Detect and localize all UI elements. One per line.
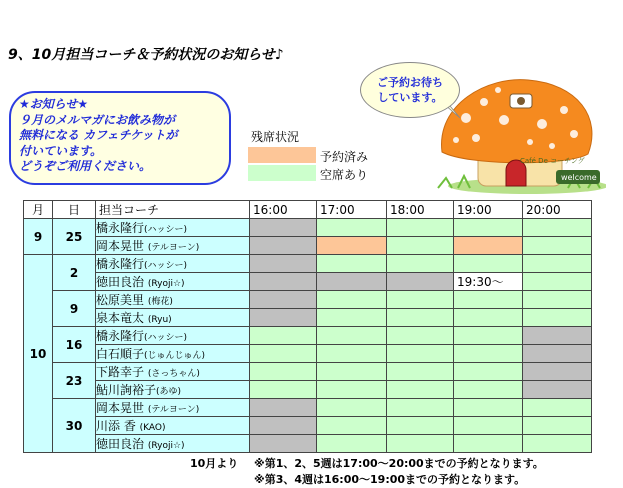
speech-bubble bbox=[360, 62, 460, 118]
day-cell: 9 bbox=[53, 291, 96, 327]
legend-booked-label: 予約済み bbox=[320, 150, 369, 164]
coach-name: 泉本竜太 bbox=[96, 311, 145, 325]
coach-cell bbox=[96, 345, 250, 363]
coach-cell bbox=[96, 273, 250, 291]
notice-box bbox=[9, 91, 231, 185]
header-time-1900: 19:00 bbox=[454, 201, 523, 219]
month-cell: 9 bbox=[24, 219, 53, 255]
coach-nickname: (ハッシー) bbox=[144, 225, 188, 235]
coach-nickname: (テルヨーン) bbox=[147, 243, 200, 253]
slot-free[interactable] bbox=[387, 291, 454, 309]
header-coach: 担当コーチ bbox=[96, 201, 250, 219]
coach-nickname: (あゆ) bbox=[156, 387, 182, 397]
table-row bbox=[24, 273, 592, 291]
slot-free[interactable] bbox=[454, 435, 523, 453]
notice-heading: ★お知らせ★ bbox=[19, 97, 89, 111]
coach-name: 岡本晃世 bbox=[96, 239, 145, 253]
slot-unavailable bbox=[250, 399, 317, 417]
table-row bbox=[24, 345, 592, 363]
coach-name: 橋永隆行 bbox=[96, 329, 145, 343]
legend-free-swatch bbox=[248, 165, 316, 181]
schedule-table bbox=[23, 200, 592, 453]
slot-unavailable bbox=[523, 345, 592, 363]
slot-free[interactable] bbox=[317, 345, 387, 363]
table-row bbox=[24, 255, 592, 273]
table-row bbox=[24, 435, 592, 453]
slot-free[interactable] bbox=[523, 399, 592, 417]
slot-free[interactable] bbox=[523, 309, 592, 327]
slot-free[interactable] bbox=[317, 255, 387, 273]
slot-free[interactable] bbox=[454, 219, 523, 237]
table-row bbox=[24, 219, 592, 237]
coach-nickname: (KAO) bbox=[139, 423, 166, 433]
shop-name-text: Café De コーチング bbox=[520, 157, 585, 165]
window-ornament bbox=[517, 97, 525, 105]
slot-unavailable bbox=[250, 309, 317, 327]
slot-free[interactable] bbox=[387, 399, 454, 417]
slot-free[interactable] bbox=[317, 309, 387, 327]
coach-cell bbox=[96, 309, 250, 327]
coach-nickname: (さっちゃん) bbox=[147, 369, 200, 379]
coach-cell bbox=[96, 237, 250, 255]
coach-cell bbox=[96, 417, 250, 435]
slot-unavailable bbox=[523, 381, 592, 399]
slot-unavailable bbox=[387, 273, 454, 291]
coach-cell bbox=[96, 255, 250, 273]
slot-free[interactable] bbox=[317, 399, 387, 417]
coach-nickname: (ハッシー) bbox=[144, 333, 188, 343]
slot-free[interactable] bbox=[387, 327, 454, 345]
header-day: 日 bbox=[53, 201, 96, 219]
coach-cell bbox=[96, 291, 250, 309]
notice-line: 付いています。 bbox=[19, 143, 103, 158]
slot-free[interactable] bbox=[387, 255, 454, 273]
coach-name: 徳田良治 bbox=[96, 275, 145, 289]
table-row bbox=[24, 363, 592, 381]
footer-line-2: ※第3、4週は16:00～19:00までの予約となります。 bbox=[254, 473, 526, 486]
legend-title: 残席状況 bbox=[251, 130, 300, 144]
slot-booked bbox=[317, 237, 387, 255]
slot-unavailable bbox=[250, 273, 317, 291]
coach-cell bbox=[96, 219, 250, 237]
slot-free[interactable] bbox=[250, 345, 317, 363]
day-cell: 16 bbox=[53, 327, 96, 363]
slot-unavailable bbox=[250, 219, 317, 237]
slot-free[interactable] bbox=[454, 417, 523, 435]
slot-free[interactable] bbox=[454, 345, 523, 363]
slot-free[interactable] bbox=[523, 219, 592, 237]
slot-free[interactable] bbox=[454, 309, 523, 327]
slot-free[interactable] bbox=[387, 345, 454, 363]
slot-free[interactable] bbox=[523, 237, 592, 255]
legend-free-label: 空席あり bbox=[320, 168, 369, 182]
header-time-2000: 20:00 bbox=[523, 201, 592, 219]
slot-free[interactable] bbox=[317, 219, 387, 237]
slot-free[interactable] bbox=[387, 363, 454, 381]
coach-cell bbox=[96, 435, 250, 453]
coach-name: 岡本晃世 bbox=[96, 401, 145, 415]
slot-free[interactable] bbox=[317, 417, 387, 435]
table-row bbox=[24, 417, 592, 435]
legend-booked-swatch bbox=[248, 147, 316, 163]
page-title: 9、10月担当コーチ＆予約状況のお知らせ♪ bbox=[8, 47, 284, 63]
table-row bbox=[24, 381, 592, 399]
slot-unavailable bbox=[250, 255, 317, 273]
month-cell: 10 bbox=[24, 255, 53, 453]
slot-free[interactable] bbox=[317, 327, 387, 345]
coach-name: 橋永隆行 bbox=[96, 221, 145, 235]
header-time-1700: 17:00 bbox=[317, 201, 387, 219]
table-row bbox=[24, 237, 592, 255]
table-row bbox=[24, 309, 592, 327]
coach-name: 松原美里 bbox=[96, 293, 145, 307]
slot-free[interactable] bbox=[523, 273, 592, 291]
slot-unavailable bbox=[523, 327, 592, 345]
notice-line: 無料になる カフェチケットが bbox=[19, 128, 178, 142]
slot-unavailable bbox=[250, 237, 317, 255]
slot-free[interactable] bbox=[317, 381, 387, 399]
coach-cell bbox=[96, 399, 250, 417]
slot-free[interactable] bbox=[454, 327, 523, 345]
slot-unavailable bbox=[250, 291, 317, 309]
coach-nickname: (梅花) bbox=[147, 297, 173, 307]
slot-note: 19:30～ bbox=[454, 273, 523, 291]
notice-line: どうぞご利用ください。 bbox=[19, 159, 152, 173]
coach-cell bbox=[96, 381, 250, 399]
coach-nickname: (じゅんじゅん) bbox=[144, 351, 206, 361]
table-row bbox=[24, 327, 592, 345]
slot-free[interactable] bbox=[454, 291, 523, 309]
coach-name: 橋永隆行 bbox=[96, 257, 145, 271]
coach-name: 白石順子 bbox=[96, 347, 145, 361]
header-row bbox=[24, 201, 592, 219]
day-cell: 23 bbox=[53, 363, 96, 399]
coach-nickname: (Ryoji☆) bbox=[147, 279, 185, 289]
slot-free[interactable] bbox=[454, 381, 523, 399]
coach-name: 川添 香 bbox=[96, 419, 136, 433]
welcome-sign-text: welcome bbox=[561, 173, 597, 182]
slot-booked bbox=[454, 237, 523, 255]
slot-free[interactable] bbox=[250, 363, 317, 381]
coach-name: 鮎川詢裕子 bbox=[96, 383, 157, 397]
slot-unavailable bbox=[317, 273, 387, 291]
slot-unavailable bbox=[250, 435, 317, 453]
coach-nickname: (Ryoji☆) bbox=[147, 441, 185, 451]
header-time-1800: 18:00 bbox=[387, 201, 454, 219]
footer-prefix: 10月より bbox=[190, 457, 239, 470]
slot-free[interactable] bbox=[387, 435, 454, 453]
coach-name: 徳田良治 bbox=[96, 437, 145, 451]
slot-free[interactable] bbox=[523, 291, 592, 309]
table-row bbox=[24, 399, 592, 417]
slot-free[interactable] bbox=[387, 309, 454, 327]
footer-line-1: ※第1、2、5週は17:00～20:00までの予約となります。 bbox=[254, 457, 544, 470]
coach-cell bbox=[96, 363, 250, 381]
day-cell: 30 bbox=[53, 399, 96, 453]
slot-free[interactable] bbox=[317, 363, 387, 381]
header-time-1600: 16:00 bbox=[250, 201, 317, 219]
slot-unavailable bbox=[523, 363, 592, 381]
slot-free[interactable] bbox=[317, 291, 387, 309]
slot-free[interactable] bbox=[387, 381, 454, 399]
coach-nickname: (ハッシー) bbox=[144, 261, 188, 271]
slot-free[interactable] bbox=[387, 417, 454, 435]
slot-free[interactable] bbox=[250, 327, 317, 345]
coach-nickname: (Ryu) bbox=[147, 315, 172, 325]
day-cell: 25 bbox=[53, 219, 96, 255]
slot-free[interactable] bbox=[317, 435, 387, 453]
coach-cell bbox=[96, 327, 250, 345]
slot-free[interactable] bbox=[454, 399, 523, 417]
bubble-line: ご予約お待ち bbox=[377, 76, 443, 89]
slot-free[interactable] bbox=[454, 363, 523, 381]
coach-name: 下路幸子 bbox=[96, 365, 145, 379]
slot-free[interactable] bbox=[523, 255, 592, 273]
slot-free[interactable] bbox=[387, 237, 454, 255]
table-row bbox=[24, 291, 592, 309]
slot-free[interactable] bbox=[387, 219, 454, 237]
slot-free[interactable] bbox=[523, 435, 592, 453]
header-month: 月 bbox=[24, 201, 53, 219]
coach-nickname: (テルヨーン) bbox=[147, 405, 200, 415]
day-cell: 2 bbox=[53, 255, 96, 291]
slot-free[interactable] bbox=[523, 417, 592, 435]
slot-free[interactable] bbox=[250, 381, 317, 399]
slot-free[interactable] bbox=[454, 255, 523, 273]
bubble-line: しています。 bbox=[377, 91, 443, 104]
notice-line: ９月のメルマガにお飲み物が bbox=[19, 112, 176, 127]
slot-unavailable bbox=[250, 417, 317, 435]
